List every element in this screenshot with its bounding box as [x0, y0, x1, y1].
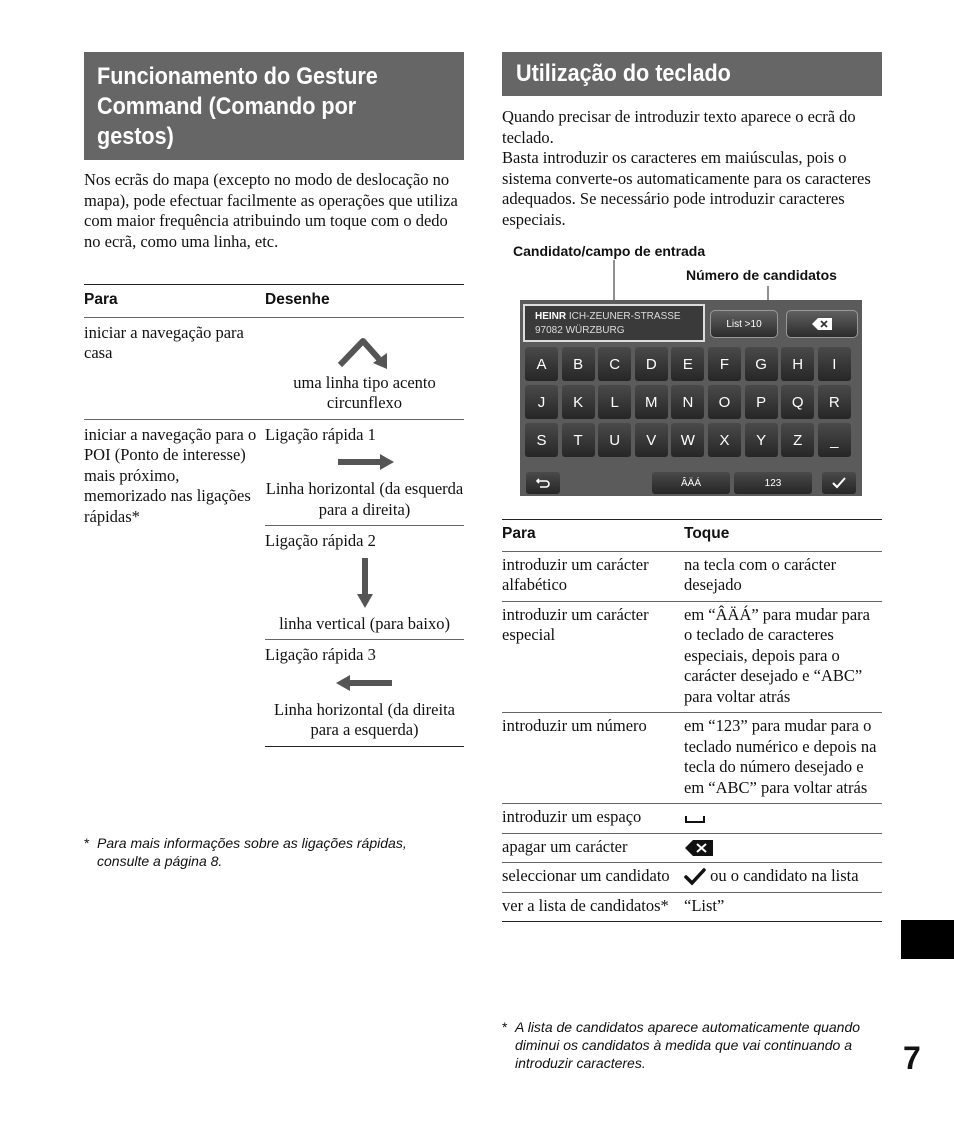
callout-count-label: Número de candidatos: [686, 267, 837, 283]
table-row: [84, 419, 464, 526]
key-letter[interactable]: Z: [781, 423, 814, 457]
page-number: 7: [903, 1040, 921, 1076]
key-letter[interactable]: C: [598, 347, 631, 381]
key-letter[interactable]: N: [671, 385, 704, 419]
gesture-caption: uma linha tipo acento circunflexo: [293, 372, 436, 412]
touch-table: [502, 519, 882, 922]
key-letter[interactable]: Q: [781, 385, 814, 419]
table-cell-touch: em “ÂÄÁ” para mudar para o teclado de caracteres especiais, depois para o carácter desejado e “ABC” para voltar atrás: [684, 601, 882, 713]
table-cell-touch: em “123” para mudar para o teclado numérico e depois na tecla do número desejado e em “ABC” para voltar atrás: [684, 713, 882, 804]
heading-text: Funcionamento do Gesture Command (Comando por gestos): [97, 63, 378, 150]
typed-text: HEINR: [535, 311, 567, 322]
action-home: iniciar a navegação para casa: [84, 322, 244, 362]
table-row: [502, 833, 882, 863]
key-letter[interactable]: X: [708, 423, 741, 457]
footnote-mark: *: [502, 1019, 508, 1035]
checkmark-icon: [684, 868, 706, 886]
section-heading-keyboard: [502, 52, 882, 96]
key-letter[interactable]: Y: [745, 423, 778, 457]
table-cell-touch: [684, 863, 882, 893]
key-letter[interactable]: S: [525, 423, 558, 457]
table-cell-touch: “List”: [684, 892, 882, 922]
footnote-mark: *: [84, 835, 90, 851]
table-row: [502, 601, 882, 713]
column-header-desenhe: Desenhe: [265, 285, 464, 318]
action-quick-link: iniciar a navegação para o POI (Ponto de interesse) mais próximo, memorizado nas ligações rápidas*: [84, 419, 265, 746]
arrow-down-icon: [345, 552, 385, 614]
key-letter[interactable]: _: [818, 423, 851, 457]
gesture-caption: Linha horizontal (da esquerda para a direita): [265, 479, 464, 519]
backspace-button[interactable]: [786, 310, 858, 338]
table-row: [502, 551, 882, 601]
table-cell-touch: [684, 833, 882, 863]
table-cell-action: introduzir um carácter especial: [502, 601, 684, 713]
quick-link-1-title: Ligação rápida 1: [265, 424, 376, 444]
quick-link-3-title: Ligação rápida 3: [265, 645, 376, 664]
table-cell-action: apagar um carácter: [502, 833, 684, 863]
callout-candidate-label: Candidato/campo de entrada: [513, 243, 706, 259]
arrow-right-icon: [330, 445, 400, 479]
candidate-input-field[interactable]: [523, 304, 705, 342]
key-letter[interactable]: O: [708, 385, 741, 419]
table-cell-action: seleccionar um candidato: [502, 863, 684, 893]
key-letter[interactable]: D: [635, 347, 668, 381]
section-thumb-tab: [901, 920, 954, 959]
column-header-para: Para: [84, 285, 265, 318]
table-cell-action: introduzir um carácter alfabético: [502, 551, 684, 601]
key-letter[interactable]: H: [781, 347, 814, 381]
table-row: [502, 892, 882, 922]
table-cell-touch: [684, 804, 882, 834]
touch-text: ou o candidato na lista: [710, 866, 859, 885]
arrow-left-icon: [330, 666, 400, 700]
back-arrow-icon: [535, 477, 551, 489]
key-letter[interactable]: I: [818, 347, 851, 381]
key-letter[interactable]: E: [671, 347, 704, 381]
footnote-text: A lista de candidatos aparece automaticamente quando diminui os candidatos à medida que vai continuando a introduzir caracteres.: [515, 1019, 861, 1071]
table-row: [502, 863, 882, 893]
key-letter[interactable]: F: [708, 347, 741, 381]
key-letter[interactable]: B: [562, 347, 595, 381]
table-row: [502, 804, 882, 834]
intro-paragraph-gesture: Nos ecrãs do mapa (excepto no modo de deslocação no mapa), pode efectuar facilmente as operações que utiliza com maior frequência atribuindo um toque com o dedo no ecrã, como uma linha, etc.: [84, 170, 458, 251]
suggested-text: ICH-ZEUNER-STRASSE: [568, 311, 681, 322]
gesture-table: [84, 284, 464, 747]
candidate-line-2: 97082 WÜRZBURG: [535, 325, 625, 336]
key-letter[interactable]: J: [525, 385, 558, 419]
table-cell-action: introduzir um espaço: [502, 804, 684, 834]
key-letter[interactable]: T: [562, 423, 595, 457]
table-row: [84, 317, 464, 419]
footnote-text: Para mais informações sobre as ligações rápidas, consulte a página 8.: [97, 835, 407, 869]
backspace-icon: [812, 318, 832, 330]
key-letter[interactable]: R: [818, 385, 851, 419]
intro-line-1: Quando precisar de introduzir texto aparece o ecrã do teclado.: [502, 107, 856, 147]
special-chars-key[interactable]: ÂÄÁ: [652, 472, 730, 494]
key-letter[interactable]: W: [671, 423, 704, 457]
section-heading-gesture: [84, 52, 464, 160]
keyboard-screenshot: [520, 300, 862, 496]
key-letter[interactable]: U: [598, 423, 631, 457]
table-row: [502, 713, 882, 804]
key-letter[interactable]: A: [525, 347, 558, 381]
table-cell-touch: na tecla com o carácter desejado: [684, 551, 882, 601]
key-letter[interactable]: V: [635, 423, 668, 457]
key-letter[interactable]: P: [745, 385, 778, 419]
back-key[interactable]: [526, 472, 560, 494]
space-key-icon: [684, 811, 706, 825]
heading-text: Utilização do teclado: [516, 60, 731, 87]
column-header-toque: Toque: [684, 520, 882, 552]
number-key[interactable]: 123: [734, 472, 812, 494]
checkmark-icon: [832, 477, 846, 489]
footnote-candidate-list: [502, 1018, 882, 1072]
intro-line-2: Basta introduzir os caracteres em maiúsculas, pois o sistema converte-os automaticamente para os caracteres adequados. Se necessário pode introduzir caracteres especiais.: [502, 148, 871, 229]
table-cell-action: ver a lista de candidatos*: [502, 892, 684, 922]
intro-paragraph-keyboard: [502, 107, 884, 230]
table-cell-action: introduzir um número: [502, 713, 684, 804]
key-letter[interactable]: M: [635, 385, 668, 419]
gesture-caption: Linha horizontal (da direita para a esquerda): [274, 699, 455, 739]
backspace-icon: [684, 839, 714, 857]
column-header-para: Para: [502, 520, 684, 552]
list-button[interactable]: List >10: [710, 310, 778, 338]
key-letter[interactable]: L: [598, 385, 631, 419]
ok-key[interactable]: [822, 472, 856, 494]
quick-link-2-title: Ligação rápida 2: [265, 531, 376, 550]
key-letter[interactable]: K: [562, 385, 595, 419]
key-letter[interactable]: G: [745, 347, 778, 381]
footnote-quick-links: [84, 834, 454, 870]
caret-gesture-icon: [335, 323, 395, 373]
gesture-caption: linha vertical (para baixo): [279, 613, 450, 633]
